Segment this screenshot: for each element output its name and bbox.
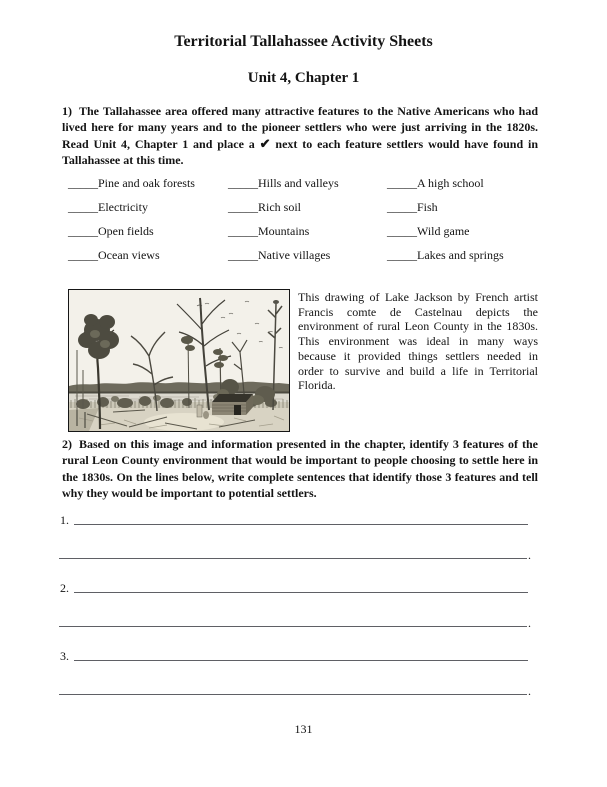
- checklist-item: [68, 176, 228, 200]
- checklist-blank: _____: [68, 224, 98, 238]
- answer-blank-line: [59, 676, 527, 695]
- checklist-item: [387, 200, 540, 224]
- checklist-label: Rich soil: [258, 200, 302, 214]
- checklist-blank: _____: [68, 200, 98, 214]
- checklist-blank: _____: [68, 248, 98, 262]
- checklist-blank: _____: [228, 176, 258, 190]
- checklist-label: Electricity: [98, 200, 148, 214]
- page-subtitle: Unit 4, Chapter 1: [247, 70, 360, 86]
- checklist-item: [68, 248, 228, 272]
- checklist-blank: _____: [228, 224, 258, 238]
- checklist-blank: _____: [387, 200, 417, 214]
- lake-jackson-drawing-image: [69, 290, 289, 431]
- answer-line-2: [60, 575, 528, 593]
- answer-line-3: [60, 643, 528, 661]
- lake-jackson-figure: [68, 289, 290, 432]
- checklist-label: Lakes and springs: [417, 248, 504, 262]
- checklist-blank: _____: [387, 248, 417, 262]
- question-1-text: [62, 103, 538, 168]
- answer-blank-line: [74, 574, 528, 593]
- question-1-body-after: next to each feature settlers would have found in Tallahassee at this time.: [62, 136, 539, 167]
- checklist-blank: _____: [387, 176, 417, 190]
- checklist-blank: _____: [228, 200, 258, 214]
- page-number: 131: [294, 722, 313, 736]
- checklist-item: [228, 200, 387, 224]
- checklist-label: Native villages: [258, 248, 331, 262]
- checklist-label: Fish: [417, 200, 438, 214]
- checklist-item: [228, 224, 387, 248]
- answer-line-2-continuation: [59, 609, 531, 630]
- checklist-item: [68, 224, 228, 248]
- answer-line-1: [60, 507, 528, 525]
- checklist-label: Open fields: [98, 224, 154, 238]
- figure-caption: This drawing of Lake Jackson by French artist Francis comte de Castelnau depicts the environment of rural Leon County in the 1830s. This environment was ideal in many ways because it provided things settlers needed in order to survive and build a life in Territorial Florida.: [298, 290, 538, 393]
- checklist-label: Mountains: [258, 224, 310, 238]
- answer-number: 1.: [60, 513, 69, 527]
- answer-number: 2.: [60, 581, 69, 595]
- answer-line-3-continuation: [59, 677, 531, 698]
- checkmark-glyph: ✔: [259, 135, 271, 151]
- answer-blank-line: [74, 642, 528, 661]
- answer-blank-line: [74, 506, 528, 525]
- line-end-period: .: [528, 548, 531, 562]
- page-title: Territorial Tallahassee Activity Sheets: [174, 33, 433, 50]
- answer-blank-line: [59, 540, 527, 559]
- checklist-blank: _____: [387, 224, 417, 238]
- feature-checklist: [68, 176, 540, 272]
- checklist-item: [68, 200, 228, 224]
- line-end-period: .: [528, 684, 531, 698]
- checklist-label: Pine and oak forests: [98, 176, 195, 190]
- question-2-number: 2): [62, 437, 72, 451]
- line-end-period: .: [528, 616, 531, 630]
- checklist-item: [387, 176, 540, 200]
- checklist-label: Ocean views: [98, 248, 160, 262]
- checklist-item: [387, 224, 540, 248]
- question-1-body-before: The Tallahassee area offered many attractive features to the Native Americans who had lived here for many years and to the pioneer settlers who were just arriving in the 1820s. Read Unit 4, Chapter 1 and place a: [62, 104, 538, 151]
- checklist-item: [387, 248, 540, 272]
- answer-number: 3.: [60, 649, 69, 663]
- checklist-item: [228, 176, 387, 200]
- question-1-number: 1): [62, 104, 72, 118]
- question-2-body: Based on this image and information presented in the chapter, identify 3 features of the rural Leon County environment that would be important to people choosing to settle here in the 1830s. On the lines below, write complete sentences that identify those 3 features and tell why they would be important to potential settlers.: [62, 437, 538, 500]
- checklist-item: [228, 248, 387, 272]
- checklist-label: A high school: [417, 176, 484, 190]
- answer-line-1-continuation: [59, 541, 531, 562]
- answer-blank-line: [59, 608, 527, 627]
- question-2-text: [62, 436, 538, 501]
- checklist-blank: _____: [228, 248, 258, 262]
- checklist-label: Wild game: [417, 224, 470, 238]
- checklist-label: Hills and valleys: [258, 176, 339, 190]
- checklist-blank: _____: [68, 176, 98, 190]
